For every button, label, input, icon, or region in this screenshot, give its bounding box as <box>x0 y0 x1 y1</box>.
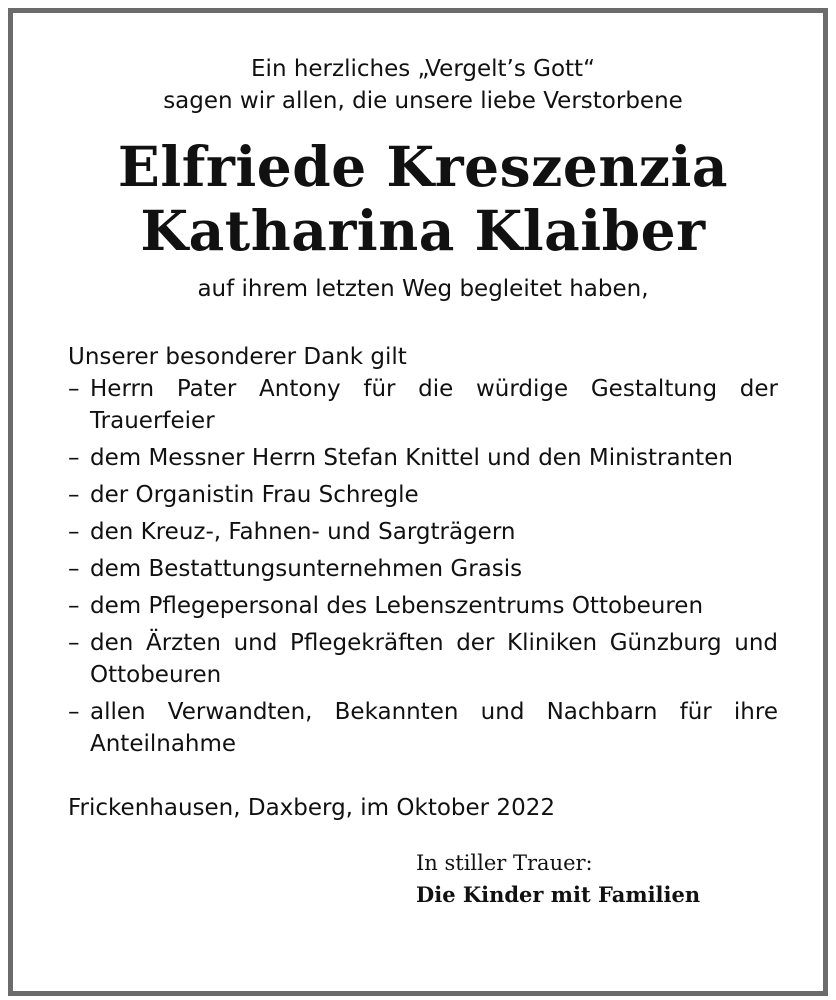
list-item-text: den Ärzten und Pflegekräften der Kliniken Günzburg und Ottobeuren <box>90 630 778 688</box>
list-item <box>68 442 778 474</box>
list-dash: – <box>68 593 80 619</box>
list-item-text: allen Verwandten, Bekannten und Nachbarn für ihre Anteilnahme <box>90 699 778 757</box>
intro-line-2: sagen wir allen, die unsere liebe Verstorbene <box>163 88 683 114</box>
list-item-text: dem Messner Herrn Stefan Knittel und den Ministranten <box>90 445 733 471</box>
list-item <box>68 696 778 760</box>
list-dash: – <box>68 482 80 508</box>
deceased-name-line-1: Elfriede Kreszenzia <box>117 134 729 199</box>
intro-line-1: Ein herzliches „Vergelt’s Gott“ <box>251 56 595 82</box>
thanks-heading: Unserer besonderer Dank gilt <box>68 344 407 370</box>
thanks-list <box>68 373 778 760</box>
list-item-text: den Kreuz-, Fahnen- und Sargträgern <box>90 519 516 545</box>
intro-block <box>68 53 778 117</box>
list-item <box>68 590 778 622</box>
notice-frame <box>8 8 828 996</box>
list-dash: – <box>68 630 80 656</box>
list-item <box>68 553 778 585</box>
list-item-text: dem Pflegepersonal des Lebenszentrums Ottobeuren <box>90 593 704 619</box>
list-dash: – <box>68 519 80 545</box>
list-dash: – <box>68 376 80 402</box>
list-item <box>68 627 778 691</box>
list-item <box>68 516 778 548</box>
list-item-text: der Organistin Frau Schregle <box>90 482 419 508</box>
signature-block <box>416 847 746 911</box>
list-item <box>68 479 778 511</box>
deceased-name <box>68 135 778 263</box>
list-item <box>68 373 778 437</box>
list-item-text: Herrn Pater Antony für die würdige Gestaltung der Trauerfeier <box>90 376 778 434</box>
family-signature: Die Kinder mit Familien <box>416 882 701 907</box>
list-dash: – <box>68 445 80 471</box>
list-dash: – <box>68 556 80 582</box>
after-name-text: auf ihrem letzten Weg begleitet haben, <box>197 276 649 302</box>
place-date: Frickenhausen, Daxberg, im Oktober 2022 <box>68 795 555 821</box>
notice-content <box>68 53 778 824</box>
mourning-line: In stiller Trauer: <box>416 851 593 875</box>
deceased-name-line-2: Katharina Klaiber <box>140 198 706 263</box>
list-item-text: dem Bestattungsunternehmen Grasis <box>90 556 523 582</box>
list-dash: – <box>68 699 80 725</box>
